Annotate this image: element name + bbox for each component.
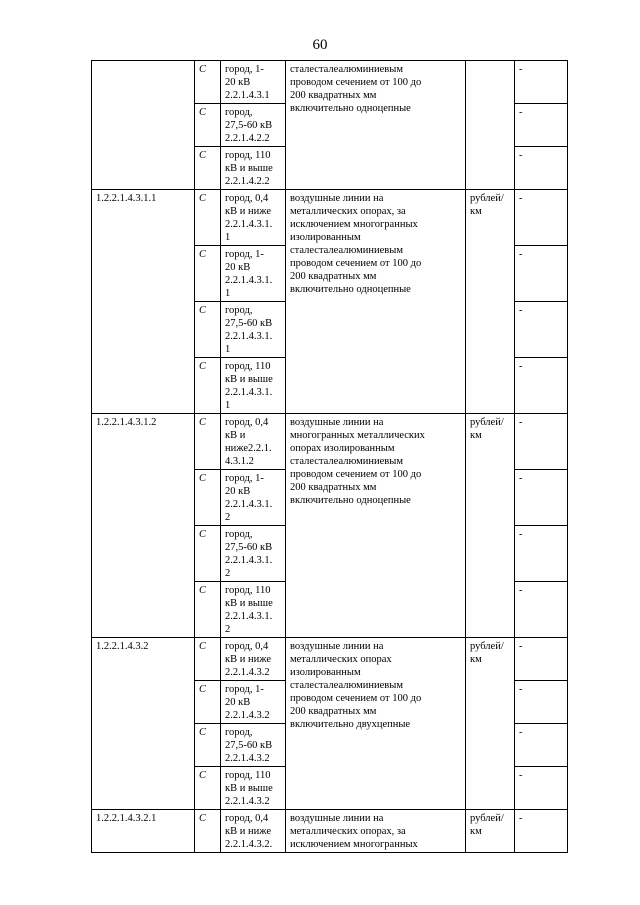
value-cell: - — [515, 61, 568, 104]
value-cell: - — [515, 147, 568, 190]
category-letter: С — [195, 246, 221, 302]
voltage-cell: город, 0,4 кВ и ниже 2.2.1.4.3.1. 1 — [221, 190, 286, 246]
voltage-cell: город, 27,5-60 кВ 2.2.1.4.3.1. 1 — [221, 302, 286, 358]
voltage-cell: город, 110 кВ и выше 2.2.1.4.3.2 — [221, 767, 286, 810]
table-row — [92, 638, 568, 681]
row-code: 1.2.2.1.4.3.1.2 — [92, 414, 195, 638]
value-cell: - — [515, 582, 568, 638]
value-cell: - — [515, 246, 568, 302]
category-letter: С — [195, 526, 221, 582]
description-cell: сталесталеалюминиевым проводом сечением от 100 до 200 квадратных мм включительно одноцепные — [286, 61, 466, 190]
unit-cell: рублей/ км — [466, 414, 515, 638]
value-cell: - — [515, 767, 568, 810]
table-row — [92, 61, 568, 104]
table-row — [92, 414, 568, 470]
unit-cell: рублей/ км — [466, 810, 515, 853]
table-row — [92, 190, 568, 246]
unit-cell: рублей/ км — [466, 638, 515, 810]
description-cell: воздушные линии на многогранных металлических опорах изолированным сталесталеалюминиевым проводом сечением от 100 до 200 квадратных мм включительно одноцепные — [286, 414, 466, 638]
description-cell: воздушные линии на металлических опорах, за исключением многогранных изолированным сталесталеалюминиевым проводом сечением от 100 до 200 квадратных мм включительно одноцепные — [286, 190, 466, 414]
voltage-cell: город, 1- 20 кВ 2.2.1.4.3.2 — [221, 681, 286, 724]
voltage-cell: город, 110 кВ и выше 2.2.1.4.2.2 — [221, 147, 286, 190]
row-code: 1.2.2.1.4.3.1.1 — [92, 190, 195, 414]
page-number: 60 — [312, 37, 328, 53]
tariff-table — [91, 60, 568, 853]
category-letter: С — [195, 190, 221, 246]
category-letter: С — [195, 358, 221, 414]
voltage-cell: город, 110 кВ и выше 2.2.1.4.3.1. 1 — [221, 358, 286, 414]
voltage-cell: город, 1- 20 кВ 2.2.1.4.3.1. 2 — [221, 470, 286, 526]
unit-cell: рублей/ км — [466, 190, 515, 414]
voltage-cell: город, 27,5-60 кВ 2.2.1.4.3.1. 2 — [221, 526, 286, 582]
category-letter: С — [195, 147, 221, 190]
description-cell: воздушные линии на металлических опорах, за исключением многогранных — [286, 810, 466, 853]
value-cell: - — [515, 190, 568, 246]
value-cell: - — [515, 638, 568, 681]
value-cell: - — [515, 414, 568, 470]
value-cell: - — [515, 526, 568, 582]
category-letter: С — [195, 724, 221, 767]
unit-cell — [466, 61, 515, 190]
category-letter: С — [195, 582, 221, 638]
category-letter: С — [195, 104, 221, 147]
voltage-cell: город, 27,5-60 кВ 2.2.1.4.2.2 — [221, 104, 286, 147]
voltage-cell: город, 1- 20 кВ 2.2.1.4.3.1 — [221, 61, 286, 104]
category-letter: С — [195, 414, 221, 470]
description-cell: воздушные линии на металлических опорах изолированным сталесталеалюминиевым проводом сечением от 100 до 200 квадратных мм включительно двухцепные — [286, 638, 466, 810]
row-code: 1.2.2.1.4.3.2 — [92, 638, 195, 810]
tariff-table-body — [92, 61, 568, 853]
category-letter: С — [195, 767, 221, 810]
value-cell: - — [515, 302, 568, 358]
value-cell: - — [515, 358, 568, 414]
row-code — [92, 61, 195, 190]
value-cell: - — [515, 724, 568, 767]
value-cell: - — [515, 810, 568, 853]
value-cell: - — [515, 681, 568, 724]
value-cell: - — [515, 470, 568, 526]
voltage-cell: город, 0,4 кВ и ниже2.2.1. 4.3.1.2 — [221, 414, 286, 470]
row-code: 1.2.2.1.4.3.2.1 — [92, 810, 195, 853]
category-letter: С — [195, 470, 221, 526]
voltage-cell: город, 27,5-60 кВ 2.2.1.4.3.2 — [221, 724, 286, 767]
voltage-cell: город, 0,4 кВ и ниже 2.2.1.4.3.2. — [221, 810, 286, 853]
value-cell: - — [515, 104, 568, 147]
category-letter: С — [195, 681, 221, 724]
category-letter: С — [195, 810, 221, 853]
category-letter: С — [195, 638, 221, 681]
category-letter: С — [195, 61, 221, 104]
voltage-cell: город, 1- 20 кВ 2.2.1.4.3.1. 1 — [221, 246, 286, 302]
table-row — [92, 810, 568, 853]
voltage-cell: город, 110 кВ и выше 2.2.1.4.3.1. 2 — [221, 582, 286, 638]
voltage-cell: город, 0,4 кВ и ниже 2.2.1.4.3.2 — [221, 638, 286, 681]
category-letter: С — [195, 302, 221, 358]
